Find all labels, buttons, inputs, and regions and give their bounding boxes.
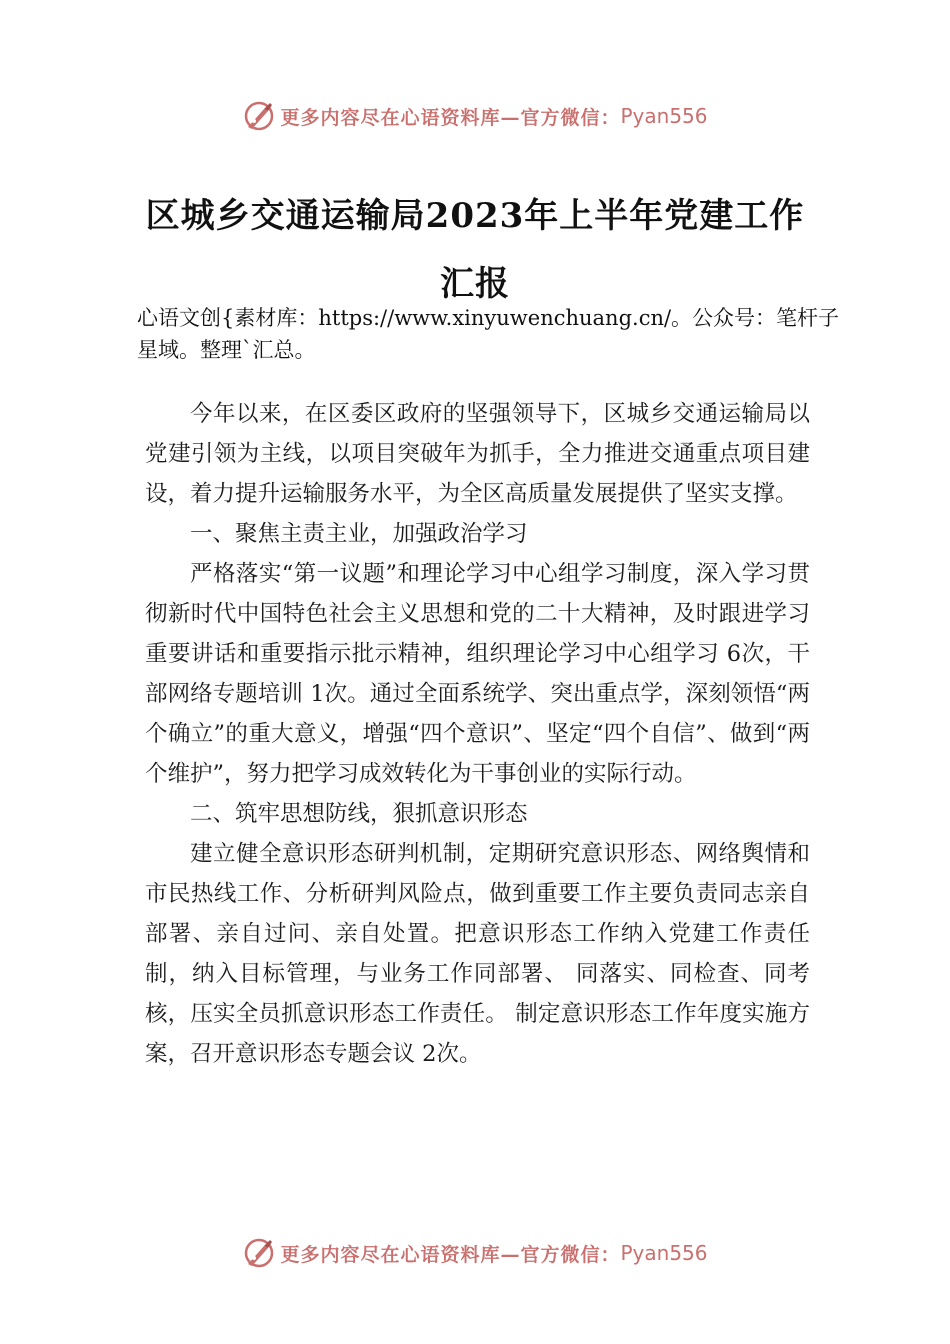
pen-logo-icon (242, 1236, 276, 1270)
header-watermark (0, 96, 950, 136)
document-title-line2: 汇报 (440, 264, 510, 304)
watermark-wechat-id: Pyan556 (620, 1241, 708, 1265)
paragraph-intro: 今年以来，在区委区政府的坚强领导下，区城乡交通运输局以党建引领为主线，以项目突破年为抓手，全力推进交通重点项目建设，着力提升运输服务水平，为全区高质量发展提供了坚实支撑。 (145, 401, 810, 507)
watermark-text: 更多内容尽在心语资料库—官方微信： (280, 106, 621, 129)
document-title-line1: 区城乡交通运输局2023年上半年党建工作 (145, 196, 805, 236)
pen-logo-icon (242, 99, 276, 133)
paragraph-section-1: 严格落实“第一议题”和理论学习中心组学习制度，深入学习贯彻新时代中国特色社会主义思想和党的二十大精神，及时跟进学习重要讲话和重要指示批示精神，组织理论学习中心组学习 6次，干部网络专题培训 1次。通过全面系统学、突出重点学，深刻领悟“两个确立”的重大意义，增强“四个意识”、坚定“四个自信”、做到“两个维护”，努力把学习成效转化为干事创业的实际行动。 (145, 561, 810, 787)
section-heading-2: 二、筑牢思想防线，狠抓意识形态 (190, 801, 528, 827)
footer-watermark (0, 1233, 950, 1273)
watermark-wechat-id: Pyan556 (620, 104, 708, 128)
source-note: 心语文创{素材库：https://www.xinyuwenchuang.cn/。公众号：笔杆子星域。整理`汇总。 (137, 306, 840, 362)
section-heading-1: 一、聚焦主责主业，加强政治学习 (190, 521, 528, 547)
paragraph-section-2: 建立健全意识形态研判机制，定期研究意识形态、网络舆情和市民热线工作、分析研判风险点，做到重要工作主要负责同志亲自部署、亲自过问、亲自处置。把意识形态工作纳入党建工作责任制，纳入目标管理，与业务工作同部署、 同落实、同检查、同考核，压实全员抓意识形态工作责任。 制定意识形态工作年度实施方案，召开意识形态专题会议 2次。 (145, 841, 810, 1067)
watermark-text: 更多内容尽在心语资料库—官方微信： (280, 1243, 621, 1266)
document-body (145, 394, 810, 1074)
